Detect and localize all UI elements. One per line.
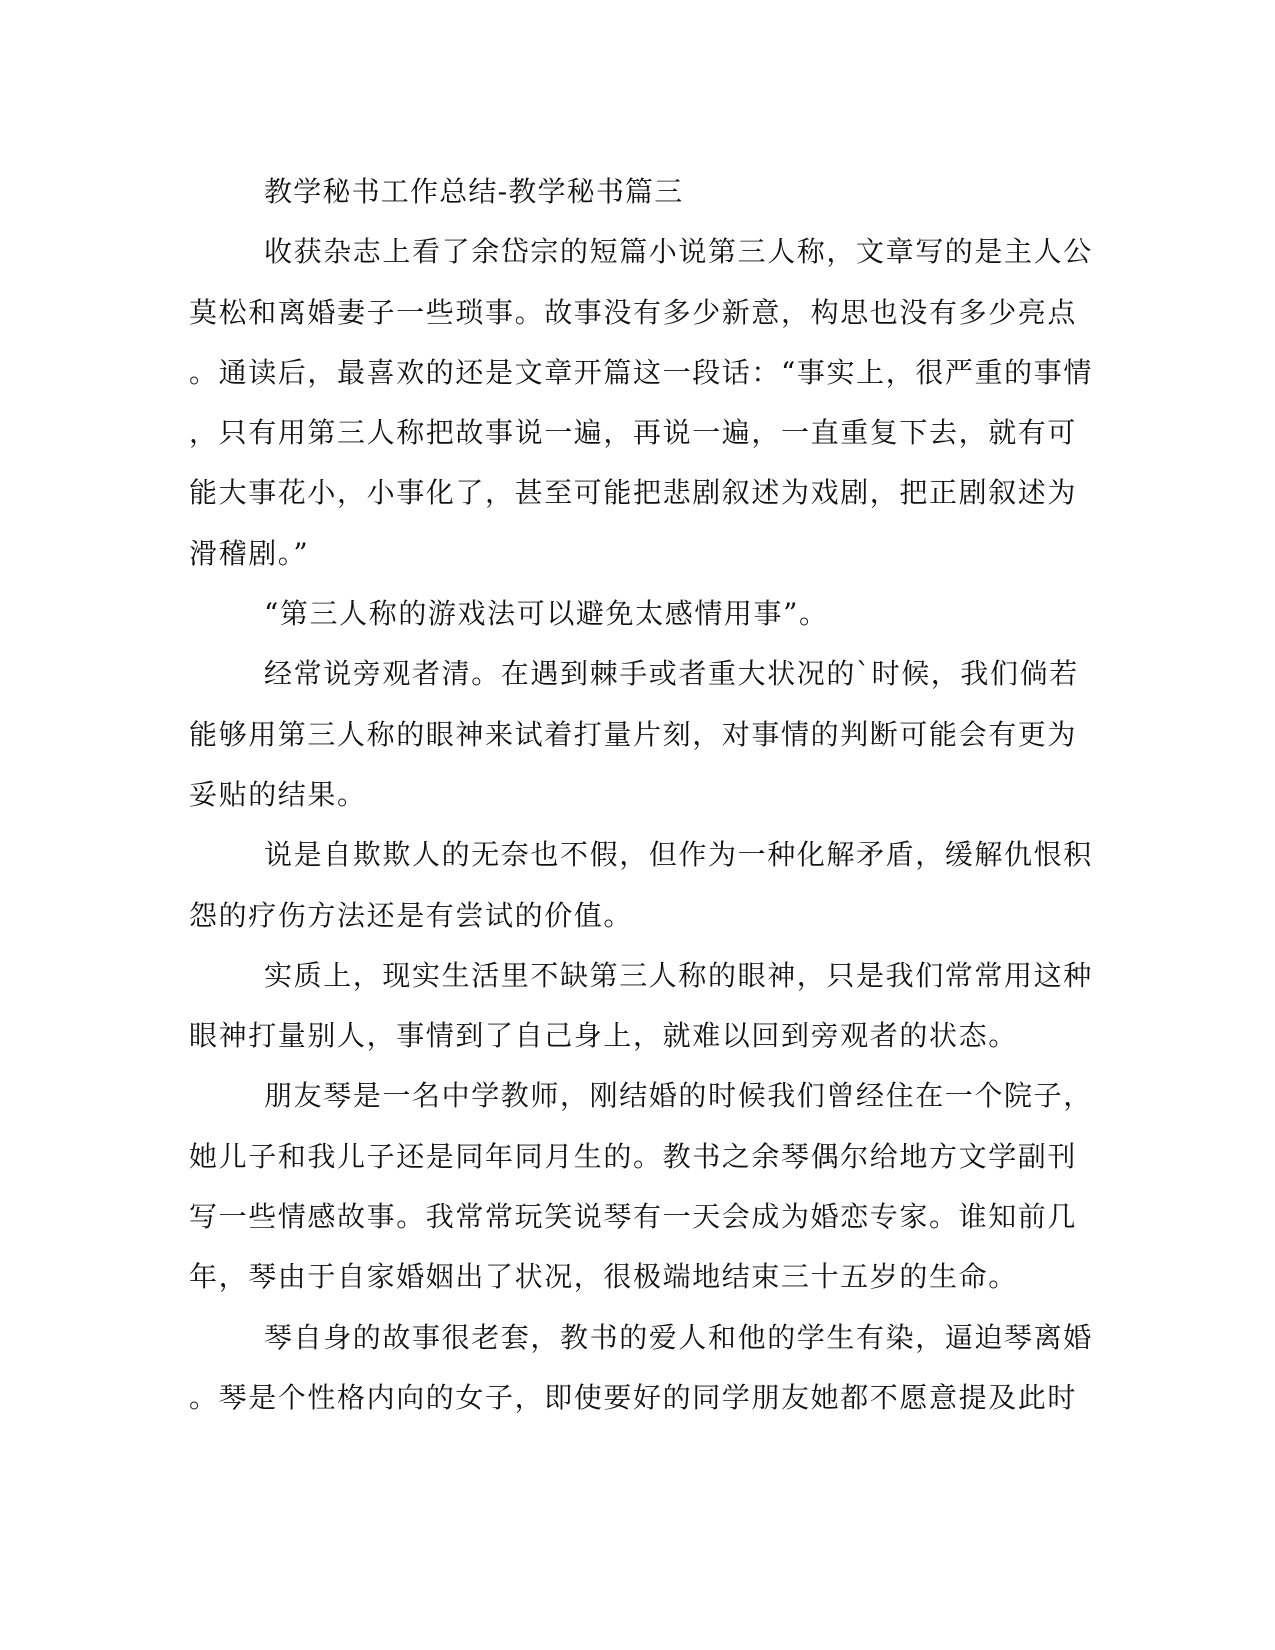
paragraph-5-line-1: 实质上，现实生活里不缺第三人称的眼神，只是我们常常用这种 xyxy=(264,958,1093,992)
paragraph-6-line-3: 写一些情感故事。我常常玩笑说琴有一天会成为婚恋专家。谁知前几 xyxy=(189,1200,1078,1234)
paragraph-6-line-4: 年，琴由于自家婚姻出了状况，很极端地结束三十五岁的生命。 xyxy=(189,1260,1018,1294)
paragraph-1-line-3: 。通读后，最喜欢的还是文章开篇这一段话：“事实上，很严重的事情 xyxy=(189,355,1093,389)
paragraph-6-line-1: 朋友琴是一名中学教师，刚结婚的时候我们曾经住在一个院子， xyxy=(264,1079,1093,1113)
paragraph-4-line-2: 怨的疗伤方法还是有尝试的价值。 xyxy=(189,898,634,932)
paragraph-1-line-4: ，只有用第三人称把故事说一遍，再说一遍，一直重复下去，就有可 xyxy=(189,416,1078,450)
paragraph-4-line-1: 说是自欺欺人的无奈也不假，但作为一种化解矛盾，缓解仇恨积 xyxy=(264,838,1093,872)
paragraph-3-line-3: 妥贴的结果。 xyxy=(189,777,367,811)
paragraph-1-line-1: 收获杂志上看了余岱宗的短篇小说第三人称，文章写的是主人公 xyxy=(264,235,1093,269)
document-body xyxy=(189,162,1093,1428)
paragraph-1-line-5: 能大事花小，小事化了，甚至可能把悲剧叙述为戏剧，把正剧叙述为 xyxy=(189,476,1078,510)
paragraph-6-line-2: 她儿子和我儿子还是同年同月生的。教书之余琴偶尔给地方文学副刊 xyxy=(189,1139,1078,1173)
paragraph-1-line-6: 滑稽剧。” xyxy=(189,536,310,570)
paragraph-5-line-2: 眼神打量别人，事情到了自己身上，就难以回到旁观者的状态。 xyxy=(189,1019,1018,1053)
document-title: 教学秘书工作总结-教学秘书篇三 xyxy=(264,175,684,208)
paragraph-7-line-1: 琴自身的故事很老套，教书的爱人和他的学生有染，逼迫琴离婚 xyxy=(264,1320,1093,1354)
paragraph-2-line-1: “第三人称的游戏法可以避免太感情用事”。 xyxy=(264,597,829,631)
paragraph-7-line-2: 。琴是个性格内向的女子，即使要好的同学朋友她都不愿意提及此时 xyxy=(189,1380,1078,1414)
paragraph-3-line-1: 经常说旁观者清。在遇到棘手或者重大状况的`时候，我们倘若 xyxy=(264,657,1079,691)
paragraph-3-line-2: 能够用第三人称的眼神来试着打量片刻，对事情的判断可能会有更为 xyxy=(189,717,1078,751)
paragraph-1-line-2: 莫松和离婚妻子一些琐事。故事没有多少新意，构思也没有多少亮点 xyxy=(189,295,1078,329)
